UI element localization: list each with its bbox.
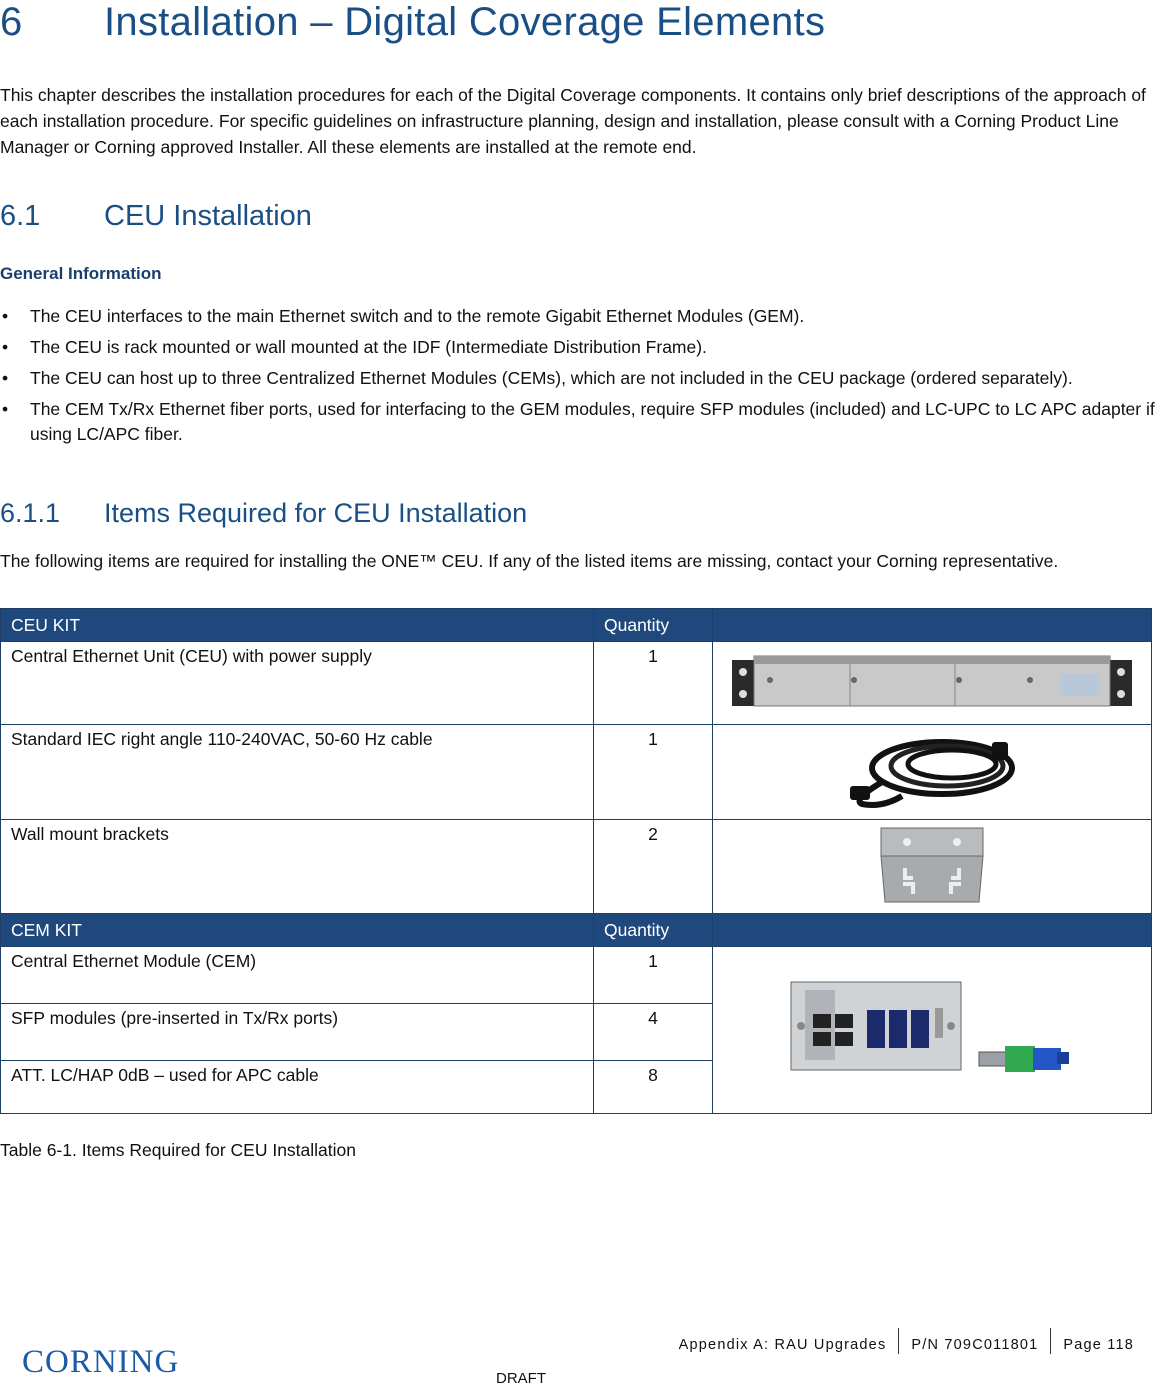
bullet-icon: • [2,399,9,419]
table-cell-item: Central Ethernet Module (CEM) [1,947,594,1004]
cem-module-image [785,978,965,1078]
list-item: • The CEU can host up to three Centralized Ethernet Modules (CEMs), which are not included in the CEU package (ordered separately). [0,366,1156,391]
table-cell-item: Standard IEC right angle 110-240VAC, 50-60 Hz cable [1,725,594,820]
footer-info [667,1336,1146,1354]
ceu-rack-unit-image [730,650,1134,712]
chapter-number: 6 [0,0,23,44]
table-cell-qty: 4 [594,1004,713,1061]
table-cell-image [713,642,1152,725]
list-item: • The CEU interfaces to the main Ethernet switch and to the remote Gigabit Ethernet Modules (GEM). [0,304,1156,329]
bullet-icon: • [2,337,9,357]
table-cell-qty: 1 [594,947,713,1004]
items-table [0,608,1152,1114]
footer-part-number: P/N 709C011801 [911,1336,1039,1353]
subsection-heading [0,498,527,529]
table-row [1,642,1152,725]
section-heading [0,200,312,233]
table-cell-qty: 1 [594,725,713,820]
table-header-row [1,914,1152,947]
table-cell-qty: 2 [594,820,713,914]
table-header-cell: CEU KIT [1,609,594,642]
footer-appendix: Appendix A: RAU Upgrades [678,1336,887,1353]
footer-page-number: Page 118 [1063,1336,1134,1353]
table-row [1,947,1152,1004]
bullet-icon: • [2,368,9,388]
table-header-cell [713,609,1152,642]
bullet-list [0,304,1156,453]
bullet-icon: • [2,306,9,326]
wall-bracket-image [867,822,997,906]
table-header-cell: Quantity [594,914,713,947]
table-header-cell: Quantity [594,609,713,642]
table-cell-item: Wall mount brackets [1,820,594,914]
table-row [1,725,1152,820]
page-footer [0,1330,1156,1386]
table-cell-qty: 8 [594,1061,713,1114]
table-cell-item: Central Ethernet Unit (CEU) with power supply [1,642,594,725]
table-cell-qty: 1 [594,642,713,725]
subsection-text: The following items are required for installing the ONE™ CEU. If any of the listed items are missing, contact your Corning representative. [0,551,1059,571]
list-item: • The CEU is rack mounted or wall mounted at the IDF (Intermediate Distribution Frame). [0,335,1156,360]
table-header-row [1,609,1152,642]
chapter-intro: This chapter describes the installation procedures for each of the Digital Coverage components. It contains only brief descriptions of the approach of each installation procedure. For specific guidelines on infrastructure planning, design and installation, please consult with a Corning Product Line Manager or Corning approved Installer. All these elements are installed at the remote end. [0,85,1146,157]
list-item: • The CEM Tx/Rx Ethernet fiber ports, used for interfacing to the GEM modules, require SFP modules (included) and LC-UPC to LC APC adapter if using LC/APC fiber. [2,399,1155,444]
subsection-number: 6.1.1 [0,498,61,528]
table-cell-image [713,947,1152,1114]
table-cell-image [713,820,1152,914]
table-header-cell: CEM KIT [1,914,594,947]
table-cell-image [713,725,1152,820]
table-caption: Table 6-1. Items Required for CEU Installation [0,1140,356,1160]
table-header-cell [713,914,1152,947]
table-cell-item: SFP modules (pre-inserted in Tx/Rx ports) [1,1004,594,1061]
corning-logo: CORNING [22,1344,180,1380]
table-row [1,820,1152,914]
chapter-heading [0,0,825,45]
general-information-heading: General Information [0,264,162,283]
table-cell-item: ATT. LC/HAP 0dB – used for APC cable [1,1061,594,1114]
section-number: 6.1 [0,200,41,232]
power-cable-image [842,730,1022,810]
draft-label: DRAFT [496,1370,546,1387]
chapter-title: Installation – Digital Coverage Elements [104,0,826,44]
lc-attenuator-image [969,1038,1079,1078]
section-title: CEU Installation [104,200,312,232]
subsection-title: Items Required for CEU Installation [104,498,528,528]
